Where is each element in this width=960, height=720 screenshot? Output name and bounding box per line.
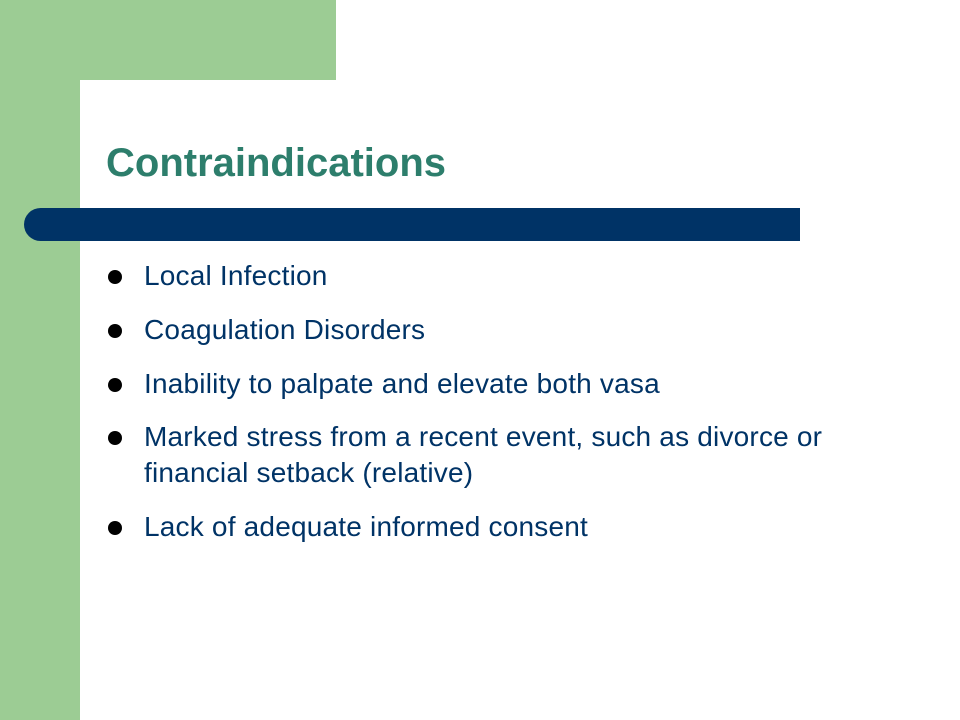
bullet-dot-icon	[108, 378, 122, 392]
title-underline-bar	[24, 208, 800, 241]
bullet-text: Marked stress from a recent event, such as divorce or financial setback (relative)	[144, 421, 823, 489]
bullet-item	[106, 366, 886, 402]
bullet-dot-icon	[108, 270, 122, 284]
bullet-dot-icon	[108, 324, 122, 338]
bullet-text: Local Infection	[144, 260, 328, 291]
bullet-item	[106, 509, 886, 545]
green-left-band	[0, 0, 80, 720]
bullet-dot-icon	[108, 521, 122, 535]
bullet-item	[106, 419, 886, 491]
bullet-dot-icon	[108, 431, 122, 445]
bullet-list	[106, 258, 886, 563]
bullet-text: Coagulation Disorders	[144, 313, 426, 345]
bullet-text: Inability to palpate and elevate both vasa	[144, 367, 660, 399]
slide-title: Contraindications	[106, 141, 447, 185]
bullet-item	[106, 258, 886, 294]
bullet-text: Lack of adequate informed consent	[144, 511, 589, 543]
bullet-item	[106, 312, 886, 348]
